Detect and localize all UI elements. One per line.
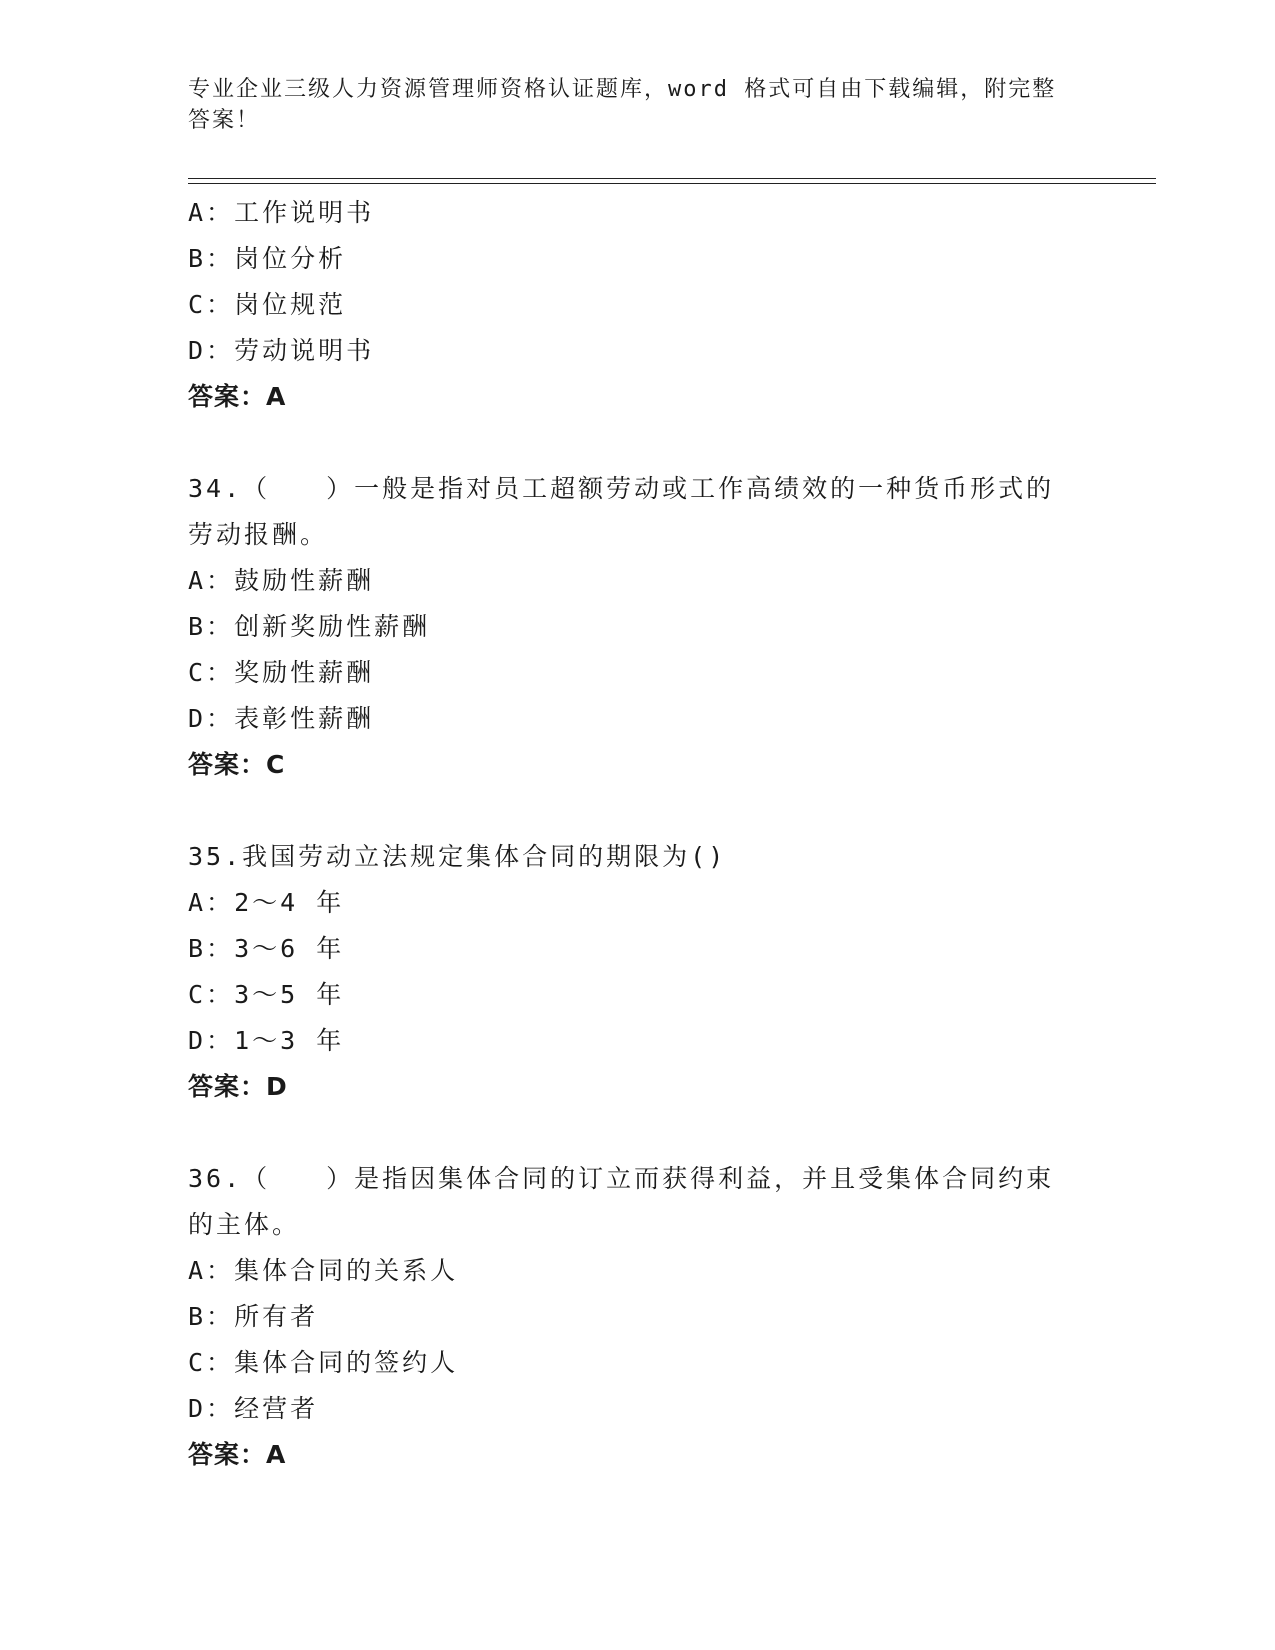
header-divider-bottom <box>188 183 1156 184</box>
header-divider-top <box>188 178 1156 179</box>
answer-line: 答案：C <box>188 750 286 779</box>
option-text: 3～5 年 <box>234 980 345 1009</box>
option-key: A： <box>188 888 235 917</box>
question-stem-continued: 劳动报酬。 <box>188 520 329 549</box>
spacer <box>188 788 1088 834</box>
answer-line: 答案：A <box>188 1440 287 1469</box>
option-d <box>188 696 1088 742</box>
option-text: 集体合同的签约人 <box>234 1348 459 1377</box>
option-d <box>188 1386 1088 1432</box>
header-line-2: 答案！ <box>188 108 261 133</box>
option-c <box>188 1340 1088 1386</box>
option-d <box>188 1018 1088 1064</box>
option-text: 3～6 年 <box>234 934 345 963</box>
question-block-33 <box>188 190 1088 420</box>
question-block-35 <box>188 834 1088 1110</box>
option-text: 表彰性薪酬 <box>234 704 375 733</box>
option-key: B： <box>188 934 235 963</box>
option-text: 1～3 年 <box>234 1026 345 1055</box>
option-text: 鼓励性薪酬 <box>234 566 375 595</box>
option-a <box>188 1248 1088 1294</box>
option-key: D： <box>188 1026 235 1055</box>
option-b <box>188 236 1088 282</box>
option-key: C： <box>188 1348 235 1377</box>
document-header <box>188 74 1068 136</box>
option-text: 奖励性薪酬 <box>234 658 375 687</box>
option-b <box>188 604 1088 650</box>
option-text: 劳动说明书 <box>234 336 375 365</box>
option-a <box>188 190 1088 236</box>
question-stem: 36.（ ）是指因集体合同的订立而获得利益，并且受集体合同约束 <box>188 1164 1055 1193</box>
option-text: 集体合同的关系人 <box>234 1256 459 1285</box>
question-block-36 <box>188 1156 1088 1478</box>
option-key: C： <box>188 980 235 1009</box>
spacer <box>188 1110 1088 1156</box>
spacer <box>188 420 1088 466</box>
option-key: D： <box>188 336 235 365</box>
option-key: C： <box>188 658 235 687</box>
option-key: B： <box>188 244 235 273</box>
option-key: D： <box>188 704 235 733</box>
option-text: 创新奖励性薪酬 <box>234 612 431 641</box>
answer-line: 答案：D <box>188 1072 288 1101</box>
answer-line: 答案：A <box>188 382 287 411</box>
option-text: 岗位分析 <box>234 244 347 273</box>
option-text: 2～4 年 <box>234 888 345 917</box>
question-list <box>188 190 1088 1478</box>
option-b <box>188 1294 1088 1340</box>
option-text: 工作说明书 <box>234 198 375 227</box>
option-key: C： <box>188 290 235 319</box>
question-stem: 34.（ ）一般是指对员工超额劳动或工作高绩效的一种货币形式的 <box>188 474 1055 503</box>
option-key: B： <box>188 1302 235 1331</box>
question-stem: 35.我国劳动立法规定集体合同的期限为() <box>188 842 727 871</box>
option-text: 所有者 <box>234 1302 319 1331</box>
option-c <box>188 650 1088 696</box>
option-key: A： <box>188 198 235 227</box>
option-key: D： <box>188 1394 235 1423</box>
option-key: A： <box>188 566 235 595</box>
option-text: 岗位规范 <box>234 290 347 319</box>
option-c <box>188 972 1088 1018</box>
option-text: 经营者 <box>234 1394 319 1423</box>
option-a <box>188 558 1088 604</box>
question-block-34 <box>188 466 1088 788</box>
option-b <box>188 926 1088 972</box>
option-key: A： <box>188 1256 235 1285</box>
header-line-1: 专业企业三级人力资源管理师资格认证题库，word 格式可自由下载编辑，附完整 <box>188 77 1057 102</box>
question-stem-continued: 的主体。 <box>188 1210 301 1239</box>
option-key: B： <box>188 612 235 641</box>
option-d <box>188 328 1088 374</box>
option-a <box>188 880 1088 926</box>
option-c <box>188 282 1088 328</box>
